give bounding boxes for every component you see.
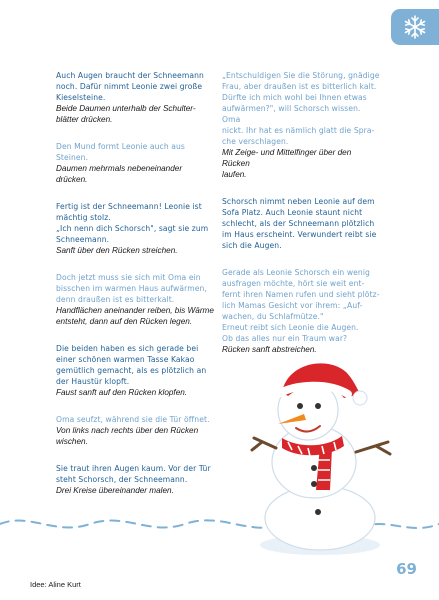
story-line: che verschlagen. [222,137,289,146]
story-block [56,272,216,327]
story-line: ausfragen möchte, hört sie weit ent- [222,279,365,288]
instruction-line: Daumen mehrmals nebeneinander [56,164,183,173]
story-line: Frau, aber draußen ist es bitterlich kalt. [222,82,377,91]
story-line: Doch jetzt muss sie sich mit Oma ein [56,273,201,282]
story-line: einer schönen warmen Tasse Kakao [56,355,195,364]
story-line: bisschen im warmen Haus aufwärmen, [56,284,207,293]
story-line: Die beiden haben es sich gerade bei [56,344,199,353]
snowman-illustration [248,350,398,560]
story-line: sich die Augen. [222,241,282,250]
snowflake-icon [402,14,428,40]
instruction-line: entsteht, dann auf den Rücken legen. [56,317,193,326]
story-block [56,414,216,447]
instruction-line: Drei Kreise übereinander malen. [56,486,174,495]
story-line: Den Mund formt Leonie auch aus Steinen. [56,142,185,162]
massage-instruction [56,103,216,125]
instruction-line: Von links nach rechts über den Rücken [56,426,199,435]
story-line: „Entschuldigen Sie die Störung, gnädige [222,71,380,80]
story-line: „Ich nenn dich Schorsch", sagt sie zum [56,224,209,233]
massage-instruction [222,147,380,180]
story-line: denn draußen ist es bitterkalt. [56,295,175,304]
story-block [222,267,380,355]
left-column [56,70,216,512]
story-text [222,196,380,251]
story-line: wachen, du Schlafmütze." [222,312,324,321]
massage-instruction [56,485,216,496]
story-text [222,70,380,147]
instruction-line: blätter drücken. [56,115,113,124]
story-line: Dürfte ich mich wohl bei Ihnen etwas [222,93,367,102]
story-line: Schorsch nimmt neben Leonie auf dem [222,197,375,206]
story-line: der Haustür klopft. [56,377,130,386]
story-text [222,267,380,344]
story-block [56,141,216,185]
instruction-line: Faust sanft auf den Rücken klopfen. [56,388,188,397]
massage-instruction [56,305,216,327]
instruction-line: Mit Zeige- und Mittelfinger über den Rücken [222,148,352,168]
story-line: gemütlich gemacht, als es plötzlich an [56,366,207,375]
story-line: fernt ihren Namen rufen und sieht plötz- [222,290,380,299]
snowflake-tab [391,9,439,45]
story-line: lich Mamas Gesicht vor ihrem: „Auf- [222,301,363,310]
instruction-line: Sanft über den Rücken streichen. [56,246,178,255]
story-line: Auch Augen braucht der Schneemann [56,71,204,80]
story-line: Gerade als Leonie Schorsch ein wenig [222,268,370,277]
page-number: 69 [396,560,417,578]
story-block [56,201,216,256]
story-text [56,201,216,245]
story-line: Kieselsteine. [56,93,106,102]
story-text [56,272,216,305]
instruction-line: laufen. [222,170,247,179]
massage-instruction [56,387,216,398]
instruction-line: wischen. [56,437,88,446]
story-line: Sie traut ihren Augen kaum. Vor der Tür [56,464,211,473]
story-line: im Haus erscheint. Verwundert reibt sie [222,230,377,239]
story-line: Fertig ist der Schneemann! Leonie ist [56,202,202,211]
story-line: Schneemann. [56,235,110,244]
story-line: mächtig stolz. [56,213,111,222]
story-text [56,141,216,163]
story-block [56,70,216,125]
instruction-line: Beide Daumen unterhalb der Schulter- [56,104,196,113]
story-line: schlecht, als der Schneemann plötzlich [222,219,375,228]
story-line: Ob das alles nur ein Traum war? [222,334,348,343]
massage-instruction [56,245,216,256]
story-text [56,70,216,103]
story-line: nickt. Ihr hat es nämlich glatt die Spra- [222,126,375,135]
story-line: aufwärmen?", will Schorsch wissen. Oma [222,104,361,124]
story-block [56,463,216,496]
story-block [222,196,380,251]
story-line: Sofa Platz. Auch Leonie staunt nicht [222,208,363,217]
story-block [222,70,380,180]
instruction-line: Rücken sanft abstreichen. [222,345,317,354]
instruction-line: Handflächen aneinander reiben, bis Wärme [56,306,214,315]
massage-instruction [56,425,216,447]
story-line: Erneut reibt sich Leonie die Augen. [222,323,359,332]
story-line: steht Schorsch, der Schneemann. [56,475,188,484]
story-line: noch. Dafür nimmt Leonie zwei große [56,82,203,91]
story-text [56,463,216,485]
instruction-line: drücken. [56,175,88,184]
story-text [56,343,216,387]
story-block [56,343,216,398]
story-line: Oma seufzt, während sie die Tür öffnet. [56,415,210,424]
story-text [56,414,216,425]
massage-instruction [56,163,216,185]
idea-credit: Idee: Aline Kurt [30,580,81,589]
right-column [222,70,380,371]
